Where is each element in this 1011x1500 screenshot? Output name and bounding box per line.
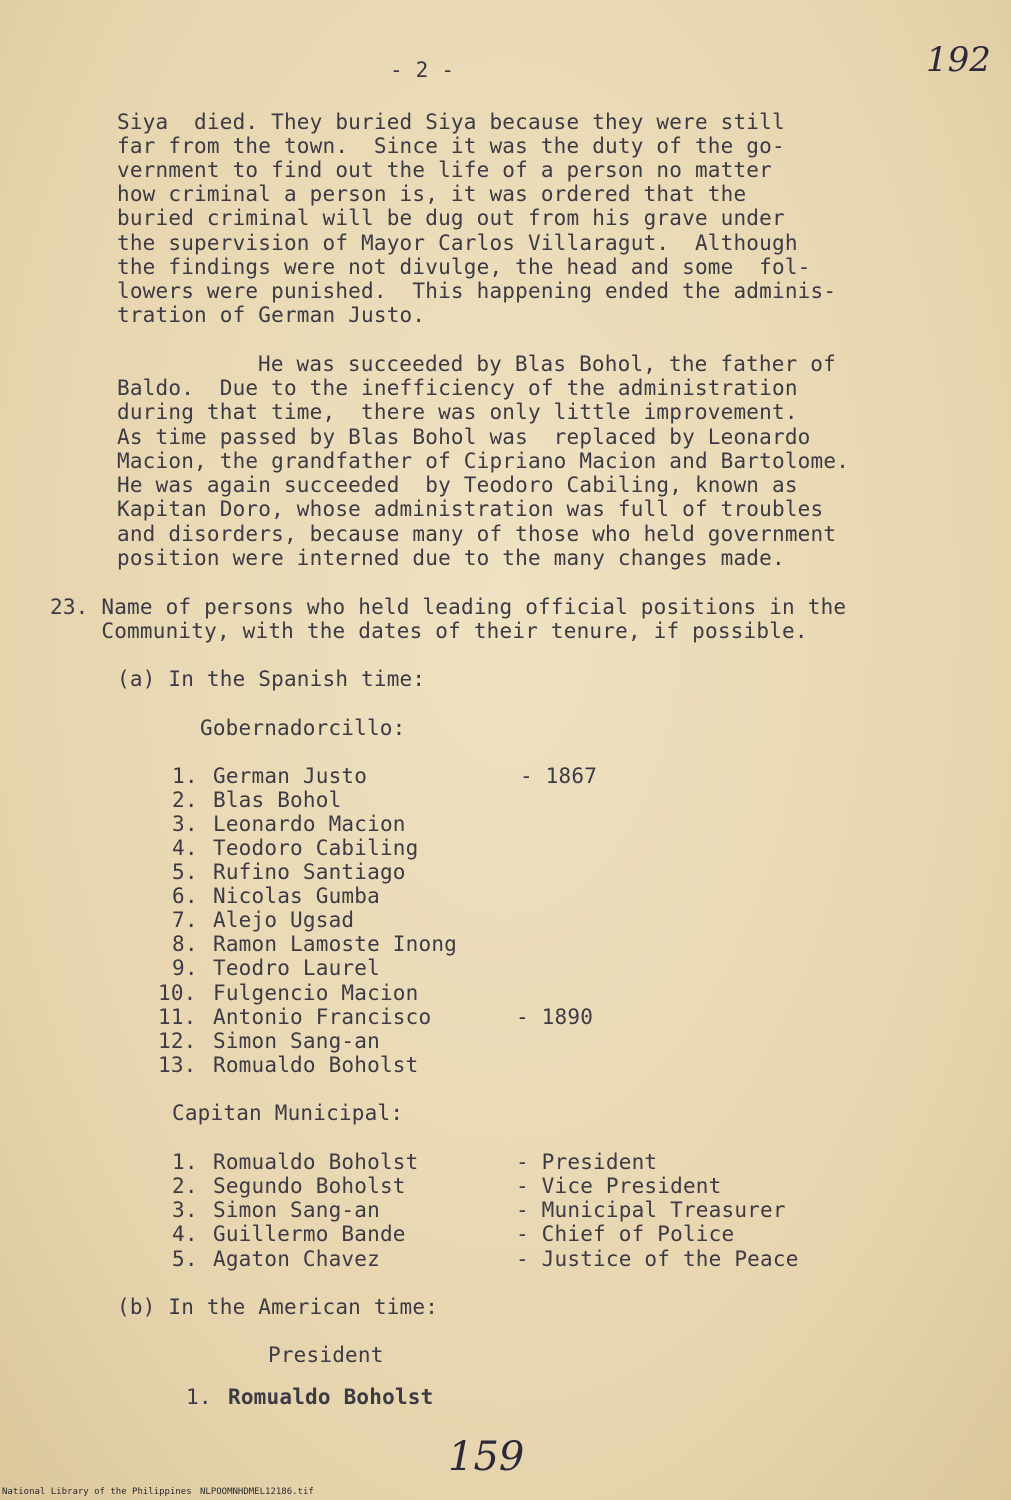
list-item-name: Alejo Ugsad xyxy=(213,908,355,932)
footer-filename: NLPOOMNHDMEL12186.tif xyxy=(200,1487,314,1497)
capitan-municipal-heading: Capitan Municipal: xyxy=(172,1101,404,1125)
list-item-number: 3. xyxy=(172,1198,198,1222)
list-item-name: German Justo xyxy=(213,764,368,788)
list-item-number: 1. xyxy=(172,764,198,788)
list-item-name: Rufino Santiago xyxy=(213,860,406,884)
list-item-number: 7. xyxy=(172,908,198,932)
list-item-number: 13. xyxy=(158,1053,197,1077)
list-item-number: 5. xyxy=(172,860,198,884)
list-item-name: Segundo Boholst xyxy=(213,1174,406,1198)
list-item-name: Romualdo Boholst xyxy=(213,1150,419,1174)
list-item-name: Simon Sang-an xyxy=(213,1029,380,1053)
text-line: during that time, there was only little improvement. xyxy=(117,400,798,424)
list-item-role: - Chief of Police xyxy=(516,1222,735,1246)
list-item-name: Teodro Laurel xyxy=(213,956,380,980)
list-item-name: Nicolas Gumba xyxy=(213,884,380,908)
list-item-name: Teodoro Cabiling xyxy=(213,836,419,860)
list-item-number: 9. xyxy=(172,956,198,980)
text-line: Siya died. They buried Siya because they were still xyxy=(117,110,785,134)
text-line: far from the town. Since it was the duty of the go- xyxy=(117,134,785,158)
text-line: Macion, the grandfather of Cipriano Macion and Bartolome. xyxy=(117,449,850,473)
text-line: and disorders, because many of those who held government xyxy=(117,522,837,546)
text-line: vernment to find out the life of a person no matter xyxy=(117,158,772,182)
list-item-number: 6. xyxy=(172,884,198,908)
list-item-number: 4. xyxy=(172,836,198,860)
list-item-name: Romualdo Boholst xyxy=(213,1053,419,1077)
president-heading: President xyxy=(268,1343,384,1367)
section-a-heading: (a) In the Spanish time: xyxy=(117,667,426,691)
list-item-name: Agaton Chavez xyxy=(213,1247,380,1271)
list-item-role: - Vice President xyxy=(516,1174,722,1198)
text-line: Baldo. Due to the inefficiency of the administration xyxy=(117,376,798,400)
text-line: the findings were not divulge, the head and some fol- xyxy=(117,255,811,279)
text-line: lowers were punished. This happening ended the adminis- xyxy=(117,279,837,303)
list-item-role: - Justice of the Peace xyxy=(516,1247,799,1271)
text-line: tration of German Justo. xyxy=(117,303,426,327)
list-item-name: Antonio Francisco xyxy=(213,1005,432,1029)
handwritten-page-number: 159 xyxy=(448,1434,525,1480)
list-item-role: - President xyxy=(516,1150,658,1174)
footer-source: National Library of the Philippines xyxy=(2,1487,192,1497)
list-item-name: Leonardo Macion xyxy=(213,812,406,836)
list-item-name: Blas Bohol xyxy=(213,788,342,812)
list-item-number: 3. xyxy=(172,812,198,836)
list-item-number: 11. xyxy=(158,1005,197,1029)
list-item-name: Guillermo Bande xyxy=(213,1222,406,1246)
list-item-name: Romualdo Boholst xyxy=(228,1385,434,1409)
list-item-number: 4. xyxy=(172,1222,198,1246)
text-line: how criminal a person is, it was ordered that the xyxy=(117,182,747,206)
list-item-number: 2. xyxy=(172,1174,198,1198)
list-item-name: Ramon Lamoste Inong xyxy=(213,932,458,956)
text-line: the supervision of Mayor Carlos Villaragut. Although xyxy=(117,231,798,255)
list-item-number: 2. xyxy=(172,788,198,812)
list-item-name: Fulgencio Macion xyxy=(213,981,419,1005)
page-number: - 2 - xyxy=(390,58,455,82)
text-line: Community, with the dates of their tenure, if possible. xyxy=(50,619,808,643)
text-line: He was again succeeded by Teodoro Cabiling, known as xyxy=(117,473,798,497)
list-item-name: Simon Sang-an xyxy=(213,1198,380,1222)
text-line: As time passed by Blas Bohol was replaced by Leonardo xyxy=(117,425,811,449)
list-item-number: 1. xyxy=(172,1150,198,1174)
handwritten-corner-number: 192 xyxy=(926,40,991,80)
list-item-year: - 1867 xyxy=(520,764,598,788)
text-line: Kapitan Doro, whose administration was full of troubles xyxy=(117,497,824,521)
list-item-number: 1. xyxy=(186,1385,212,1409)
text-line: He was succeeded by Blas Bohol, the father of xyxy=(258,352,836,376)
text-line: buried criminal will be dug out from his grave under xyxy=(117,206,785,230)
list-item-role: - Municipal Treasurer xyxy=(516,1198,786,1222)
list-item-number: 5. xyxy=(172,1247,198,1271)
section-b-heading: (b) In the American time: xyxy=(117,1295,439,1319)
text-line: 23. Name of persons who held leading official positions in the xyxy=(50,595,847,619)
list-item-year: - 1890 xyxy=(516,1005,594,1029)
gobernadorcillo-heading: Gobernadorcillo: xyxy=(200,716,406,740)
text-line: position were interned due to the many changes made. xyxy=(117,546,785,570)
list-item-number: 12. xyxy=(158,1029,197,1053)
list-item-number: 10. xyxy=(158,981,197,1005)
list-item-number: 8. xyxy=(172,932,198,956)
